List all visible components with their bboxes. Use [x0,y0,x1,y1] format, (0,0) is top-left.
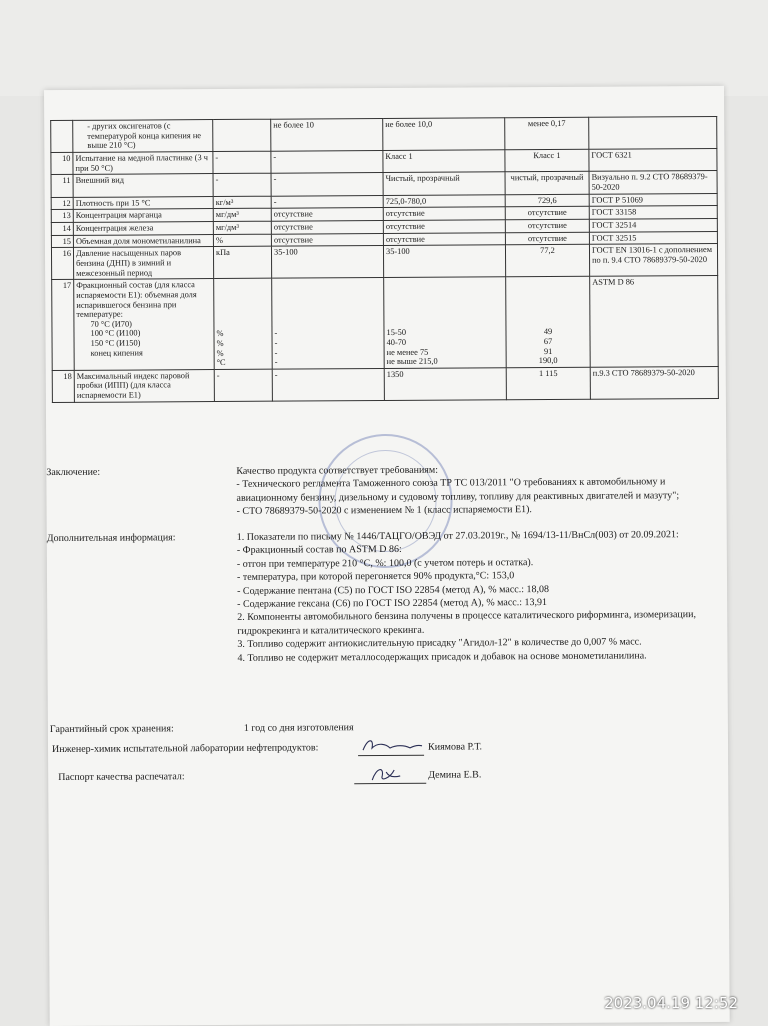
norm-b-cell: отсутствие [383,207,505,220]
fraction-sub-value: 190,0 [538,356,558,366]
specification-table [50,116,719,403]
norm-a-cell: - [271,173,383,196]
norm-b-cell: 1350 [384,368,506,401]
result-cell: 77,2 [505,244,589,276]
warranty-value: 1 год со дня изготовления [243,722,354,734]
row-number: 13 [51,210,73,223]
unit-cell: кПа [213,246,271,278]
fraction-sub-value: - [274,328,278,338]
fraction-sub-value: % [216,348,224,358]
fraction-sub-value: 49 [543,327,553,337]
engineer-label: Инженер-химик испытательной лаборатории нефтепродуктов: [52,742,319,756]
fraction-sub-value: 15-50 [386,328,407,338]
norm-a-cell: отсутствие [271,220,383,233]
norm-a-cell: не более 10 [271,119,383,152]
additional-info-line: 3. Топливо содержит антиокислительную присадку "Агидол-12" в количестве до 0,007 % масс. [237,636,642,651]
additional-info-line: - температура, при которой перегоняется 90% продукта,°С: 153,0 [236,570,515,584]
table-row [51,244,717,280]
conclusion-label: Заключение: [46,466,101,479]
row-number [51,120,73,152]
row-number: 12 [51,197,73,210]
indicator-name: Концентрация марганца [73,209,213,223]
norm-b-cell: 35-100 [383,245,505,278]
indicator-name: Максимальный индекс паровой пробки (ИПП) (для класса испаряемости Е1) [74,369,214,402]
norm-b-cell: отсутствие [383,232,505,245]
result-cell [506,276,591,367]
quality-passport-page [44,86,730,1026]
printed-by-label: Паспорт качества распечатал: [58,771,185,784]
result-cell: чистый, прозрачный [505,172,589,195]
unit-cell: кг/м³ [213,196,271,209]
norm-b-cell: Чистый, прозрачный [383,172,505,195]
fraction-sub-value: 91 [543,346,553,356]
indicator-name: Внешний вид [73,174,213,197]
unit-cell: мг/дм³ [213,208,271,221]
indicator-name: Давление насыщенных паров бензина (ДНП) в зимний и межсезонный период [73,247,213,280]
row-number: 17 [52,280,75,371]
additional-info-line: - Содержание гексана (С6) по ГОСТ ISO 22854 (метод А), % масс.: 13,91 [237,597,548,610]
fraction-sub-name: конец кипения [90,348,143,358]
norm-a-cell: 35-100 [271,246,383,279]
indicator-name: - других оксигенатов (с температурой конца кипения не выше 210 °С) [73,120,213,153]
conclusion-line: - Технического регламента Таможенного союза ТР ТС 013/2011 "О требованиях к автомобильному и авиационному бензину, дизельному и судовому топливу, топливу для реактивных двигателей и мазуту"; [236,476,680,504]
indicator-name [74,279,215,370]
row-number: 10 [51,152,73,174]
test-method-cell: ГОСТ 32514 [589,218,717,231]
norm-b-cell: Класс 1 [383,150,505,173]
printed-signature [366,762,406,784]
norm-a-cell: отсутствие [271,233,383,246]
indicator-name: Плотность при 15 °С [73,196,213,210]
result-cell: отсутствие [505,206,589,219]
row-number: 16 [51,248,73,280]
test-method-cell: ГОСТ 6321 [589,148,717,171]
test-method-cell: Визуально п. 9.2 СТО 78689379-50-2020 [589,171,717,194]
fraction-sub-value: - [274,338,278,348]
engineer-signature [360,736,424,756]
indicator-name: Концентрация железа [73,221,213,235]
test-method-cell [589,116,717,149]
warranty-label: Гарантийный срок хранения: [49,723,174,736]
test-method-cell: п.9.3 СТО 78689379-50-2020 [590,366,718,399]
norm-a-cell [272,278,385,369]
additional-info-label: Дополнительная информация: [46,532,176,545]
fraction-sub-value: - [274,357,278,367]
indicator-name: Объемная доля монометиланилина [73,234,213,248]
result-cell: менее 0,17 [505,117,589,149]
fraction-sub-value: 40-70 [386,337,407,347]
unit-cell: % [213,234,271,247]
conclusion-line: Качество продукта соответствует требованиям: [236,464,439,477]
norm-b-cell: 725,0-780,0 [383,194,505,207]
unit-cell [213,119,271,151]
fraction-sub-name: 150 °С (И150) [90,338,141,348]
additional-info-line: - Содержание пентана (С5) по ГОСТ ISO 22854 (метод А), % масс.: 18,08 [237,583,550,597]
table-row [52,276,719,371]
table-row [52,366,718,402]
result-cell: Класс 1 [505,149,589,172]
unit-cell [214,278,273,369]
result-cell: отсутствие [505,219,589,232]
photo-timestamp: 2023.04.19 12:52 [604,994,738,1012]
unit-cell: - [213,173,271,196]
row-number: 11 [51,175,73,197]
norm-a-cell: - [272,368,384,401]
fraction-heading: Фракционный состав (для класса испаряемости Е1): объемная доля испарившегося бензина при температуре: [76,280,197,320]
indicator-name: Испытание на медной пластинке (3 ч при 50 °С) [73,152,213,175]
unit-cell: мг/дм³ [213,221,271,234]
conclusion-text [236,462,706,518]
conclusion-line: - СТО 78689379-50-2020 с изменением № 1 (класс испаряемости Е1). [236,504,532,518]
test-method-cell: ASTM D 86 [590,276,719,367]
norm-a-cell: - [271,150,383,173]
fraction-sub-value: % [216,338,224,348]
engineer-name: Киямова Р.Т. [427,741,482,753]
unit-cell: - [214,369,272,401]
additional-info-line: 1. Показатели по письму № 1446/ТАЦГО/ОВЭД от 27.03.2019г., № 1694/13-11/ВнСл(003) от 20.09.2021: [236,529,679,543]
test-method-cell: ГОСТ EN 13016-1 с дополнением по п. 9.4 СТО 78689379-50-2020 [589,244,717,277]
fraction-sub-value: 67 [543,336,553,346]
test-method-cell: ГОСТ 33158 [589,206,717,219]
fraction-sub-name: 100 °С (И100) [90,328,141,339]
fraction-sub-value: не менее 75 [386,347,429,357]
norm-b-cell: отсутствие [383,220,505,233]
result-cell: 1 115 [506,367,590,399]
norm-b-cell [384,277,507,368]
additional-info-text [237,528,708,665]
row-number: 18 [52,370,74,402]
printed-by-name: Демина Е.В. [428,769,482,781]
unit-cell: - [213,151,271,174]
fraction-sub-value: не выше 215,0 [386,356,438,367]
result-cell: 729,6 [505,194,589,207]
row-number: 14 [51,222,73,235]
test-method-cell: ГОСТ 32515 [589,231,717,244]
fraction-sub-value: °С [216,358,226,368]
fraction-sub-name: 70 °С (И70) [90,319,132,329]
norm-a-cell: - [271,195,383,208]
result-cell: отсутствие [505,232,589,245]
additional-info-line: - отгон при температуре 210 °С, %: 100,0 (с учетом потерь и остатка). [236,556,534,570]
norm-a-cell: отсутствие [271,208,383,221]
test-method-cell: ГОСТ Р 51069 [589,193,717,206]
fraction-sub-value: - [274,348,278,358]
table-row [51,116,717,152]
additional-info-section [47,528,720,702]
norm-b-cell: не более 10,0 [383,118,505,151]
background-wall [0,0,768,96]
additional-info-line: 2. Компоненты автомобильного бензина получены в процессе каталитического риформинга, изомеризации, гидрокрекинга и каталитического крекинга. [237,609,696,637]
row-number: 15 [51,235,73,248]
conclusion-section [46,462,718,536]
additional-info-line: 4. Топливо не содержит металлосодержащих присадок и добавок на основе монометиланилина. [237,650,647,664]
additional-info-line: - Фракционный состав по ASTM D 86: [236,544,402,557]
fraction-sub-value: % [216,329,224,339]
